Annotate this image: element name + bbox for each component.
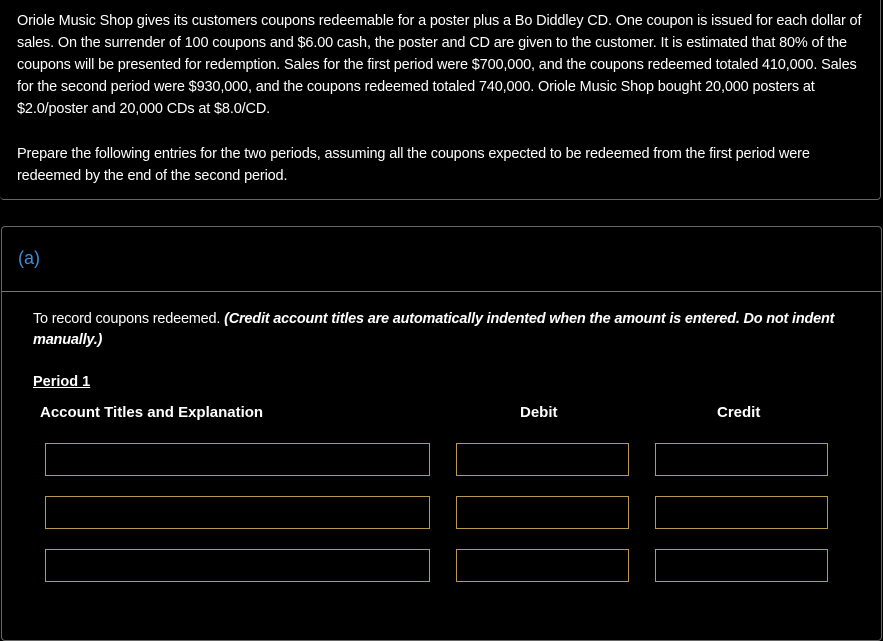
period-label: Period 1 xyxy=(33,374,91,390)
instruction-text xyxy=(33,309,853,351)
problem-paragraph-2: Prepare the following entries for the two periods, assuming all the coupons expected to be redeemed from the first period were redeemed by the end of the second period. xyxy=(17,146,810,184)
account-title-input-1[interactable] xyxy=(45,443,430,476)
header-debit: Debit xyxy=(520,404,558,421)
account-title-input-3[interactable] xyxy=(45,549,430,582)
problem-statement xyxy=(0,0,881,200)
header-account-titles: Account Titles and Explanation xyxy=(40,404,264,421)
part-label: (a) xyxy=(18,248,40,268)
instruction-main: To record coupons redeemed. xyxy=(33,311,221,327)
part-a-panel xyxy=(1,226,882,641)
credit-input-1[interactable] xyxy=(655,443,828,476)
credit-input-2[interactable] xyxy=(655,496,828,529)
debit-input-2[interactable] xyxy=(456,496,629,529)
debit-input-3[interactable] xyxy=(456,549,629,582)
part-divider xyxy=(2,291,881,292)
problem-paragraph-1: Oriole Music Shop gives its customers coupons redeemable for a poster plus a Bo Diddley CD. One coupon is issued for each dollar of sales. On the surrender of 100 coupons and $6.00 cash, the poster and CD are given to the customer. It is estimated that 80% of the coupons will be presented for redemption. Sales for the first period were $700,000, and the coupons redeemed totaled 410,000. Sales for the second period were $930,000, and the coupons redeemed totaled 740,000. Oriole Music Shop bought 20,000 posters at $2.0/poster and 20,000 CDs at $8.0/CD. xyxy=(17,13,862,117)
instruction-emphasis: (Credit account titles are automatically indented when the amount is entered. Do not indent manually.) xyxy=(33,311,835,348)
debit-input-1[interactable] xyxy=(456,443,629,476)
account-title-input-2[interactable] xyxy=(45,496,430,529)
credit-input-3[interactable] xyxy=(655,549,828,582)
header-credit: Credit xyxy=(717,404,761,421)
